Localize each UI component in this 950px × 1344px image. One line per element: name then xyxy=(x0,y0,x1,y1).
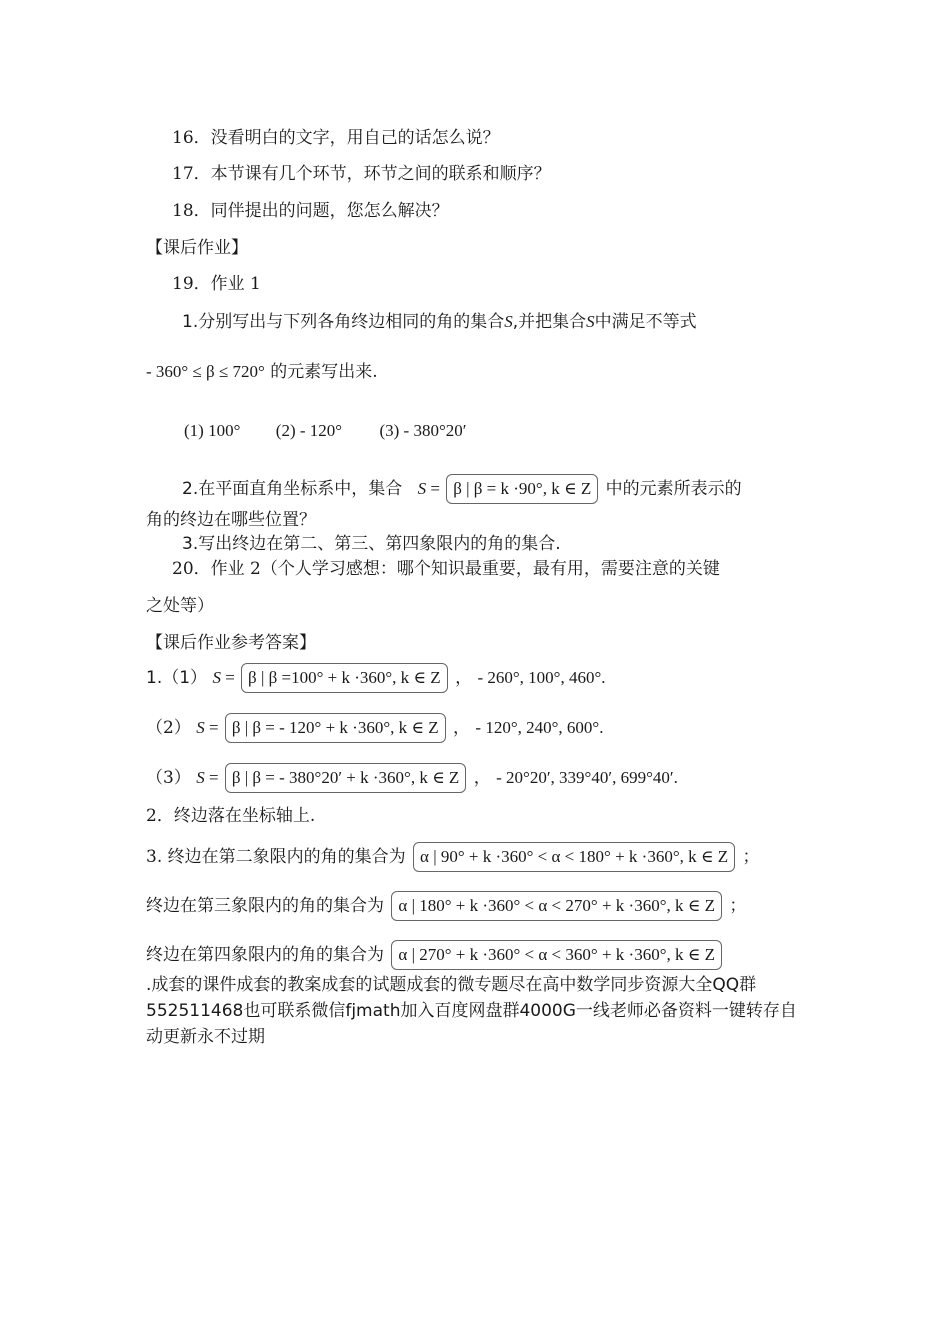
problem-1-inequality: - 360° ≤ β ≤ 720° xyxy=(146,362,265,381)
problem-1-text-d: 的元素写出来. xyxy=(270,362,378,382)
answer-3c-text: 终边在第四象限内的角的集合为 xyxy=(146,945,384,965)
answer-3-values: - 20°20′, 339°40′, 699°40′. xyxy=(496,768,678,787)
homework-2-line-1: 20．作业 2（个人学习感想：哪个知识最重要，最有用，需要注意的关键 xyxy=(172,559,720,579)
answer-3-label: （3） xyxy=(146,768,191,788)
problem-2-line-2: 角的终边在哪些位置？ xyxy=(146,510,316,530)
problem-1-line: 1.分别写出与下列各角终边相同的角的集合S,并把集合S中满足不等式 xyxy=(182,312,697,332)
answer-1-set: β | β =100° + k ·360°, k ∈ Z xyxy=(241,663,448,693)
answer-2-text xyxy=(146,804,315,828)
question-16: 16．没看明白的文字，用自己的话怎么说？ xyxy=(172,128,500,148)
homework-2-line-2: 之处等） xyxy=(146,596,214,616)
answer-3c-set: α | 270° + k ·360° < α < 360° + k ·360°, k ∈ Z xyxy=(391,940,722,970)
answer-3b-set: α | 180° + k ·360° < α < 270° + k ·360°, k ∈ Z xyxy=(391,891,722,921)
footer-promo-text: .成套的课件成套的教案成套的试题成套的微专题尽在高中数学同步资源大全QQ群552511468也可联系微信fjmath加入百度网盘群4000G一线老师必备资料一键转存自动更新永不过期 xyxy=(146,975,797,1047)
problem-1-item-3: (3) - 380°20′ xyxy=(379,421,467,440)
answer-2-comma: ， xyxy=(453,718,470,738)
problem-1-items xyxy=(184,419,467,443)
problem-2-set: β | β = k ·90°, k ∈ Z xyxy=(446,474,598,504)
question-18: 18．同伴提出的问题，您怎么解决？ xyxy=(172,201,449,221)
answer-2-body: 2．终边落在坐标轴上. xyxy=(146,806,316,826)
question-17: 17．本节课有几个环节，环节之间的联系和顺序？ xyxy=(172,164,551,184)
answer-3-set: β | β = - 380°20′ + k ·360°, k ∈ Z xyxy=(225,763,466,793)
answer-1-comma: ， xyxy=(455,668,473,688)
problem-1-line-2 xyxy=(146,360,378,384)
answer-3a-semicolon: ； xyxy=(742,847,760,867)
answer-3b-text: 终边在第三象限内的角的集合为 xyxy=(146,896,384,916)
answer-2-values: - 120°, 240°, 600°. xyxy=(475,718,604,737)
answer-2: （2） S = β | β = - 120° + k ·360°, k ∈ Z ， - 120°, 240°, 600°. xyxy=(146,713,603,743)
answer-3a-set: α | 90° + k ·360° < α < 180° + k ·360°, k ∈ Z xyxy=(413,842,735,872)
problem-2-text-b: 中的元素所表示的 xyxy=(605,479,742,499)
answers-header: 【课后作业参考答案】 xyxy=(146,633,316,653)
homework-header: 【课后作业】 xyxy=(146,238,248,258)
answer-3a-text: 3. 终边在第二象限内的角的集合为 xyxy=(146,847,406,867)
answer-2-set: β | β = - 120° + k ·360°, k ∈ Z xyxy=(225,713,446,743)
problem-1-text-c: 中满足不等式 xyxy=(594,312,697,332)
problem-2-line: 2.在平面直角坐标系中，集合 S = β | β = k ·90°, k ∈ Z 中的元素所表示的 xyxy=(182,474,742,504)
problem-1-text-b: ,并把集合 xyxy=(512,312,587,332)
answer-1: 1.（1） S = β | β =100° + k ·360°, k ∈ Z ， - 260°, 100°, 460°. xyxy=(146,663,606,693)
problem-1-text-a: 1.分别写出与下列各角终边相同的角的集合 xyxy=(182,312,505,332)
answer-3: （3） S = β | β = - 380°20′ + k ·360°, k ∈ Z ， - 20°20′, 339°40′, 699°40′. xyxy=(146,763,678,793)
answer-3-third-quadrant xyxy=(146,891,746,921)
homework-1-title: 19．作业 1 xyxy=(172,274,261,294)
answer-2-label: （2） xyxy=(146,718,191,738)
problem-2-text-a: 2.在平面直角坐标系中，集合 xyxy=(182,479,403,499)
problem-3: 3.写出终边在第二、第三、第四象限内的角的集合. xyxy=(182,534,561,554)
answer-1-values: - 260°, 100°, 460°. xyxy=(477,668,606,687)
answer-3b-semicolon: ； xyxy=(729,896,747,916)
answer-3-second-quadrant xyxy=(146,842,760,872)
answer-3-comma: ， xyxy=(473,768,491,788)
problem-1-item-1: (1) 100° xyxy=(184,421,241,440)
answer-1-label: 1.（1） xyxy=(146,668,208,688)
problem-1-item-2: (2) - 120° xyxy=(275,421,343,440)
answer-3-fourth-quadrant xyxy=(146,940,724,970)
